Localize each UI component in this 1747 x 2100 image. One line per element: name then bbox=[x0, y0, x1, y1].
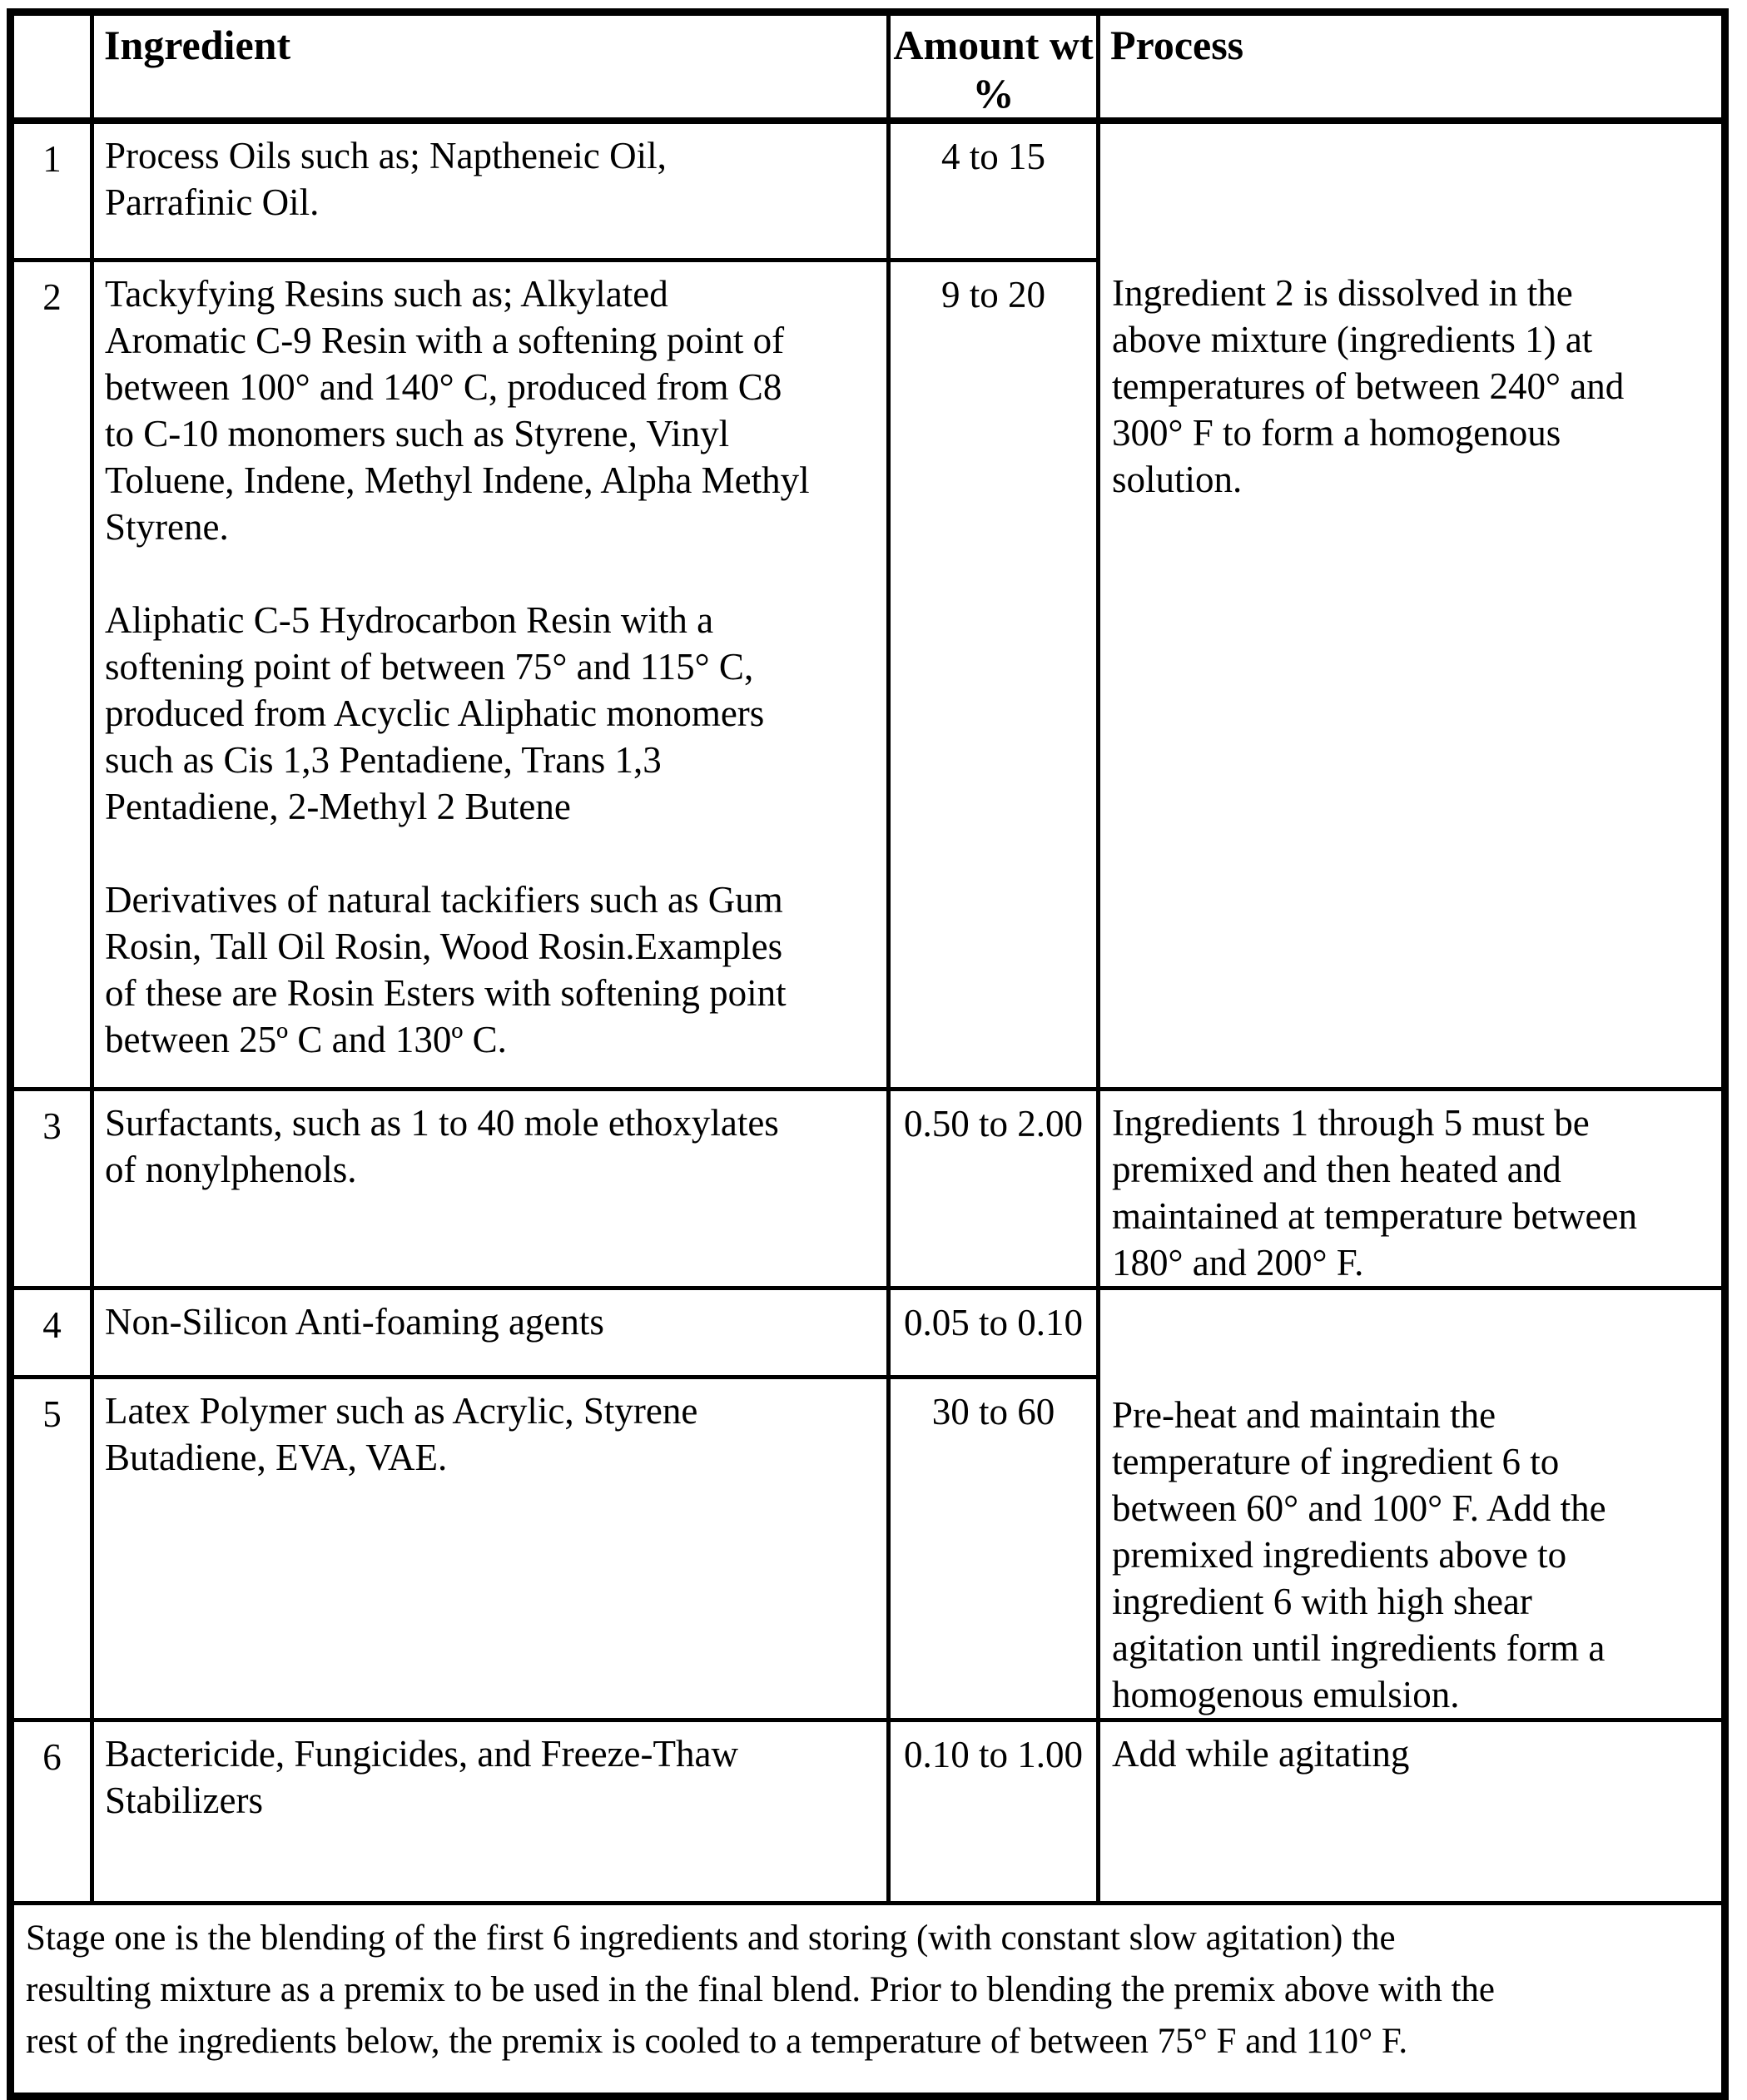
row-number-cell: 3 bbox=[11, 1089, 92, 1288]
ingredient-cell: Tackyfying Resins such as; Alkylated Aromatic C-9 Resin with a softening point of between 100° and 140° C, produced from C8 to C-10 monomers such as Styrene, Vinyl Toluene, Indene, Methyl Indene, Alpha Methyl Styrene. Aliphatic C-5 Hydrocarbon Resin with a softening point of between 75° and 115° C, produced from Acyclic Aliphatic monomers such as Cis 1,3 Pentadiene, Trans 1,3 Pentadiene, 2-Methyl 2 Butene Derivatives of natural tackifiers such as Gum Rosin, Tall Oil Rosin, Wood Rosin.Examples of these are Rosin Esters with softening point between 25º C and 130º C. bbox=[92, 260, 889, 1089]
amount-cell: 0.05 to 0.10 bbox=[889, 1288, 1099, 1378]
amount-cell: 0.50 to 2.00 bbox=[889, 1089, 1099, 1288]
amount-cell: 30 to 60 bbox=[889, 1378, 1099, 1720]
table-row-1 bbox=[11, 121, 1725, 260]
row-number-cell: 2 bbox=[11, 260, 92, 1089]
table-row-4 bbox=[11, 1288, 1725, 1378]
table-row-6 bbox=[11, 1720, 1725, 1903]
row-number-cell: 6 bbox=[11, 1720, 92, 1903]
ingredient-cell: Bactericide, Fungicides, and Freeze-Thaw Stabilizers bbox=[92, 1720, 889, 1903]
ingredient-cell: Non-Silicon Anti-foaming agents bbox=[92, 1288, 889, 1378]
ingredient-cell: Surfactants, such as 1 to 40 mole ethoxylates of nonylphenols. bbox=[92, 1089, 889, 1288]
column-header-number bbox=[11, 12, 92, 122]
stage-one-footer-note: Stage one is the blending of the first 6 ingredients and storing (with constant slow agitation) the resulting mixture as a premix to be used in the final blend. Prior to blending the premix above with the rest of the ingredients below, the premix is cooled to a temperature of between 75° F and 110° F. bbox=[11, 1903, 1725, 2096]
process-cell-row-3: Ingredients 1 through 5 must be premixed and then heated and maintained at temperature between 180° and 200° F. bbox=[1099, 1089, 1725, 1288]
amount-cell: 0.10 to 1.00 bbox=[889, 1720, 1099, 1903]
table-row-3 bbox=[11, 1089, 1725, 1288]
process-cell-rows-4-5: Pre-heat and maintain the temperature of ingredient 6 to between 60° and 100° F. Add the premixed ingredients above to ingredient 6 with high shear agitation until ingredients form a homogenous emulsion. bbox=[1099, 1288, 1725, 1720]
table-footer-row bbox=[11, 1903, 1725, 2096]
process-cell-rows-1-2: Ingredient 2 is dissolved in the above mixture (ingredients 1) at temperatures of between 240° and 300° F to form a homogenous solution. bbox=[1099, 121, 1725, 1089]
amount-cell: 4 to 15 bbox=[889, 121, 1099, 260]
column-header-ingredient: Ingredient bbox=[92, 12, 889, 122]
table-header-row bbox=[11, 12, 1725, 122]
amount-cell: 9 to 20 bbox=[889, 260, 1099, 1089]
ingredients-process-table bbox=[7, 8, 1729, 2100]
column-header-amount-wt-percent: Amount wt % bbox=[889, 12, 1099, 122]
row-number-cell: 5 bbox=[11, 1378, 92, 1720]
row-number-cell: 1 bbox=[11, 121, 92, 260]
row-number-cell: 4 bbox=[11, 1288, 92, 1378]
ingredient-cell: Latex Polymer such as Acrylic, Styrene Butadiene, EVA, VAE. bbox=[92, 1378, 889, 1720]
column-header-process: Process bbox=[1099, 12, 1725, 122]
ingredient-cell: Process Oils such as; Naptheneic Oil, Parrafinic Oil. bbox=[92, 121, 889, 260]
process-cell-row-6: Add while agitating bbox=[1099, 1720, 1725, 1903]
